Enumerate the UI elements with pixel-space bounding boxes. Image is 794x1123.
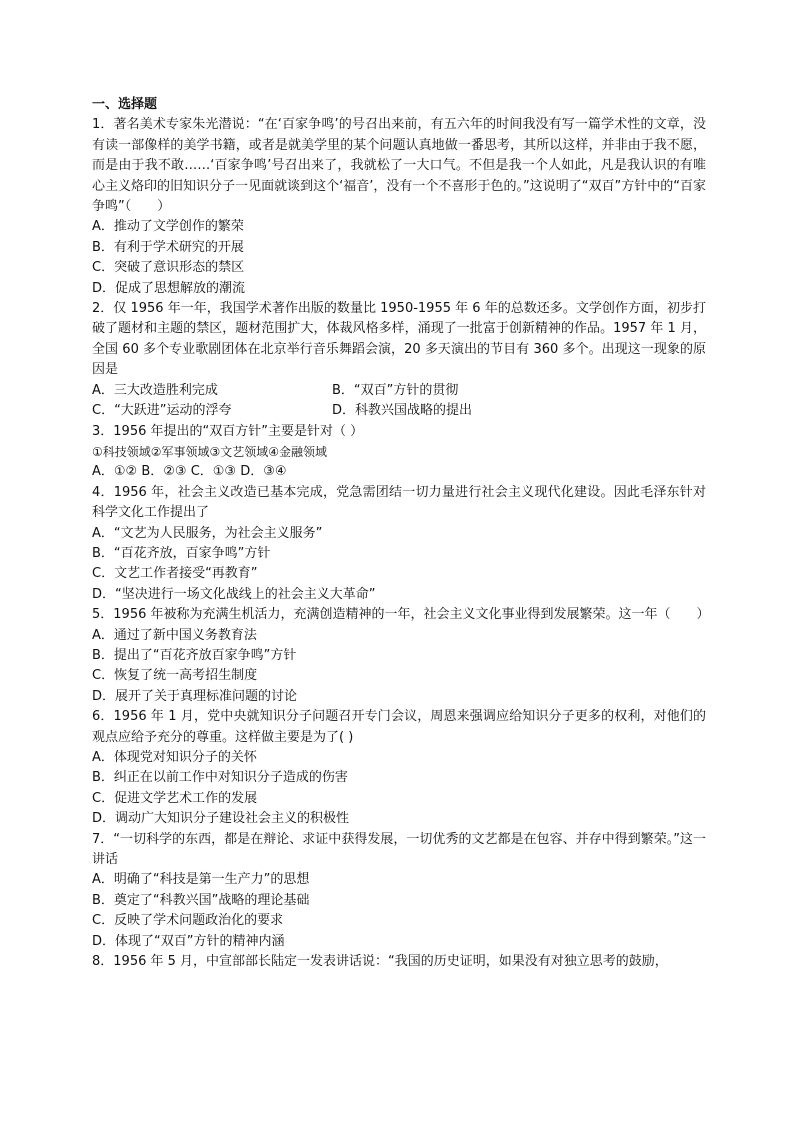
question-7 [92,830,706,952]
option-b: B．“百花齐放，百家争鸣”方针 [92,545,271,561]
question-6 [92,707,706,829]
question-stem: 6．1956 年 1 月，党中央就知识分子问题召开专门会议，周恩来强调应给知识分子更多的权利，对他们的观点应给予充分的尊重。这样做主要是为了( ) [92,709,706,745]
option-b: B．“双百”方针的贯彻 [332,382,459,398]
option-a: A．明确了“科技是第一生产力”的思想 [92,872,310,888]
question-stem: 2．仅 1956 年一年，我国学术著作出版的数量比 1950-1955 年 6 年的总数还多。文学创作方面，初步打破了题材和主题的禁区，题材范围扩大，体裁风格多样，涌现了一批富于创新精神的作品。1957 年 1 月，全国 60 多个专业歌剧团体在北京举行音乐舞蹈会演，20 多天演出的节目有 360 多个。出现这一现象的原因是 [92,301,706,378]
question-2 [92,299,706,421]
question-stem: 8．1956 年 5 月，中宣部部长陆定一发表讲话说：“我国的历史证明，如果没有对独立思考的鼓励， [92,954,668,970]
option-a: A．通过了新中国义务教育法 [92,627,257,643]
option-c: C．恢复了统一高考招生制度 [92,668,258,684]
option-a: A．“文艺为人民服务，为社会主义服务” [92,525,323,541]
document-page [92,95,710,972]
question-1 [92,115,706,299]
option-d: D．调动广大知识分子建设社会主义的积极性 [92,811,350,827]
option-b: B．纠正在以前工作中对知识分子造成的伤害 [92,770,348,786]
option-a: A．推动了文学创作的繁荣 [92,219,244,235]
option-d: D．展开了关于真理标准问题的讨论 [92,688,298,704]
option-b: B．有利于学术研究的开展 [92,239,244,255]
question-stem: 4．1956 年，社会主义改造已基本完成，党急需团结一切力量进行社会主义现代化建设。因此毛泽东针对科学文化工作提出了 [92,484,706,521]
option-b: B．提出了“百花齐放百家争鸣”方针 [92,647,297,663]
section-title: 一、选择题 [92,97,158,112]
question-8 [92,952,706,972]
option-c: C．突破了意识形态的禁区 [92,260,245,276]
option-b: B．奠定了“科教兴国”战略的理论基础 [92,892,310,908]
circled-items: ①科技领域②军事领域③文艺领域④金融领域 [92,444,328,459]
option-a: A．体现党对知识分子的关怀 [92,750,257,765]
question-stem: 7．“一切科学的东西，都是在辩论、求证中获得发展，一切优秀的文艺都是在包容、并存中得到繁荣。”这一讲话 [92,831,706,868]
option-c: C．文艺工作者接受“再教育” [92,566,258,582]
option-c: C．“大跃进”运动的浮夸 [92,403,232,419]
option-d: D．促成了思想解放的潮流 [92,280,246,296]
options-line: A．①② B．②③ C．①③ D．③④ [92,464,287,480]
option-d: D．科教兴国战略的提出 [332,403,473,419]
option-c: C．促进文学艺术工作的发展 [92,790,258,806]
question-3 [92,422,706,483]
option-d: D．“坚决进行一场文化战线上的社会主义大革命” [92,586,376,602]
option-a: A．三大改造胜利完成 [92,382,218,398]
question-stem: 3．1956 年提出的“双百方针”主要是针对（ ） [92,423,364,439]
option-d: D．体现了“双百”方针的精神内涵 [92,933,285,949]
question-stem: 5．1956 年被称为充满生机活力，充满创造精神的一年，社会主义文化事业得到发展繁荣。这一年（ ） [92,607,710,623]
question-4 [92,483,706,605]
question-5 [92,605,710,707]
option-row [92,401,706,421]
option-c: C．反映了学术问题政治化的要求 [92,913,284,929]
option-row [92,381,706,401]
question-stem: 1．著名美术专家朱光潜说：“在‘百家争鸣’的号召出来前，有五六年的时间我没有写一篇学术性的文章，没有读一部像样的美学书籍，或者是就美学里的某个问题认真地做一番思考，其所以这样，并非由于我不愿，而是由于我不敢……‘百家争鸣’号召出来了，我就松了一大口气。不但是我一个人如此，凡是我认识的有唯心主义烙印的旧知识分子一见面就谈到这个‘福音’，没有一个不喜形于色的。”这说明了“双百”方针中的“百家争鸣”（ ） [92,117,706,215]
